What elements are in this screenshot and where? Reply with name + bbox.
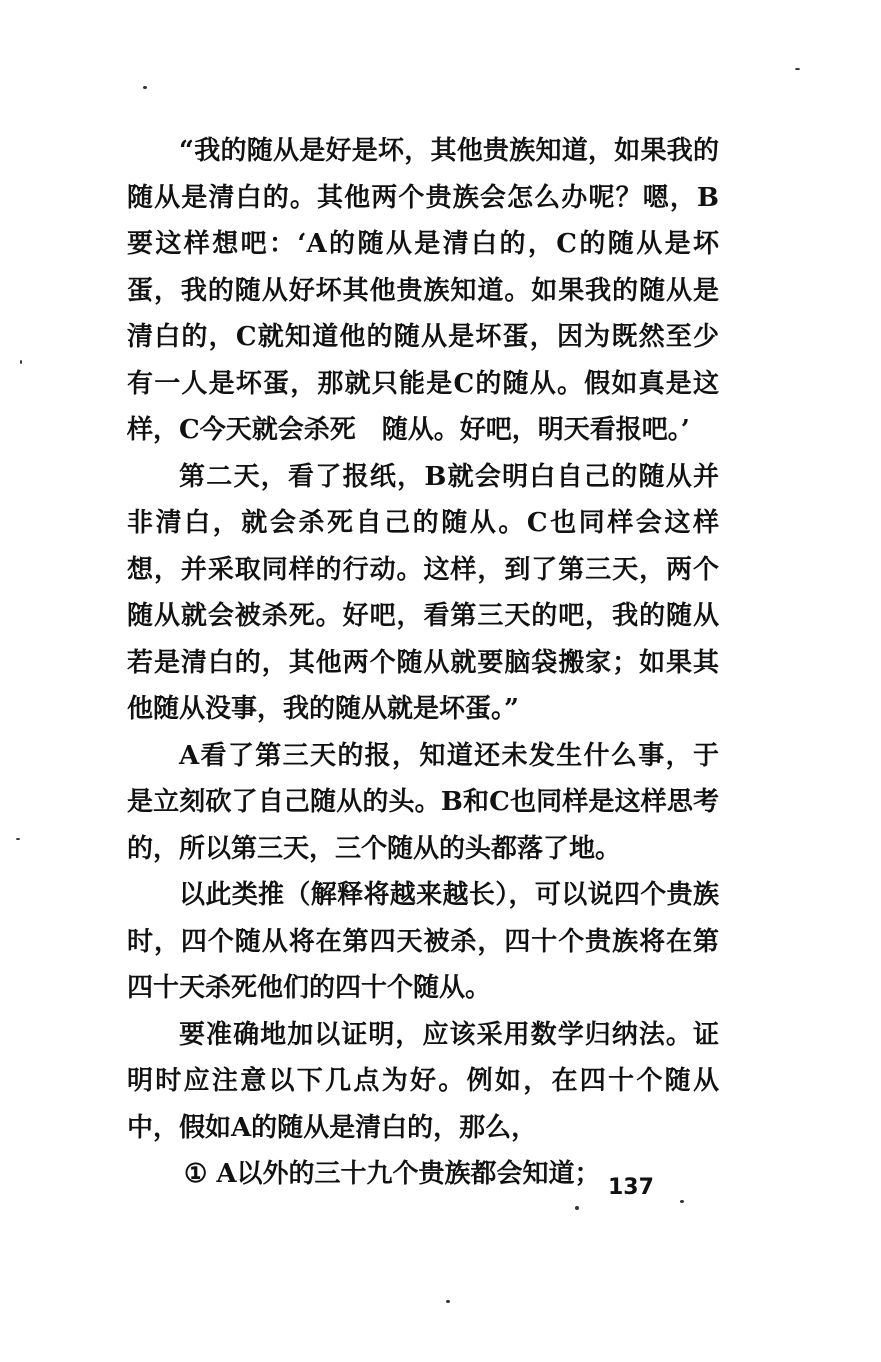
scan-speck [575,1206,579,1210]
body-text [127,128,719,1198]
paragraph-3: A看了第三天的报，知道还未发生什么事，于是立刻砍了自己随从的头。B和C也同样是这样思考的，所以第三天，三个随从的头都落了地。 [127,740,719,864]
paragraph-5: 要准确地加以证明，应该采用数学归纳法。证明时应注意以下几点为好。例如，在四十个随从中，假如A的随从是清白的，那么， [127,1019,719,1143]
scan-speck [446,1300,450,1303]
page-number: 137 [608,1175,654,1200]
scan-speck [16,838,20,840]
scan-speck [143,86,147,89]
paragraph-1: “我的随从是好是坏，其他贵族知道，如果我的随从是清白的。其他两个贵族会怎么办呢？嗯，B要这样想吧：‘A的随从是清白的，C的随从是坏蛋，我的随从好坏其他贵族知道。如果我的随从是清白的，C就知道他的随从是坏蛋，因为既然至少有一人是坏蛋，那就只能是C的随从。假如真是这样，C今天就会杀死 随从。好吧，明天看报吧。’ [127,136,719,445]
paragraph-4: 以此类推（解释将越来越长），可以说四个贵族时，四个随从将在第四天被杀，四十个贵族将在第四十天杀死他们的四十个随从。 [127,880,719,1003]
paragraph-2: 第二天，看了报纸，B就会明白自己的随从并非清白，就会杀死自己的随从。C也同样会这样想，并采取同样的行动。这样，到了第三天，两个随从就会被杀死。好吧，看第三天的吧，我的随从若是清白的，其他两个随从就要脑袋搬家；如果其他随从没事，我的随从就是坏蛋。” [127,461,719,724]
list-item-1: ① A以外的三十九个贵族都会知道； [184,1159,601,1189]
scan-speck [20,360,22,364]
scan-speck [795,68,800,70]
scan-speck [680,1200,684,1203]
